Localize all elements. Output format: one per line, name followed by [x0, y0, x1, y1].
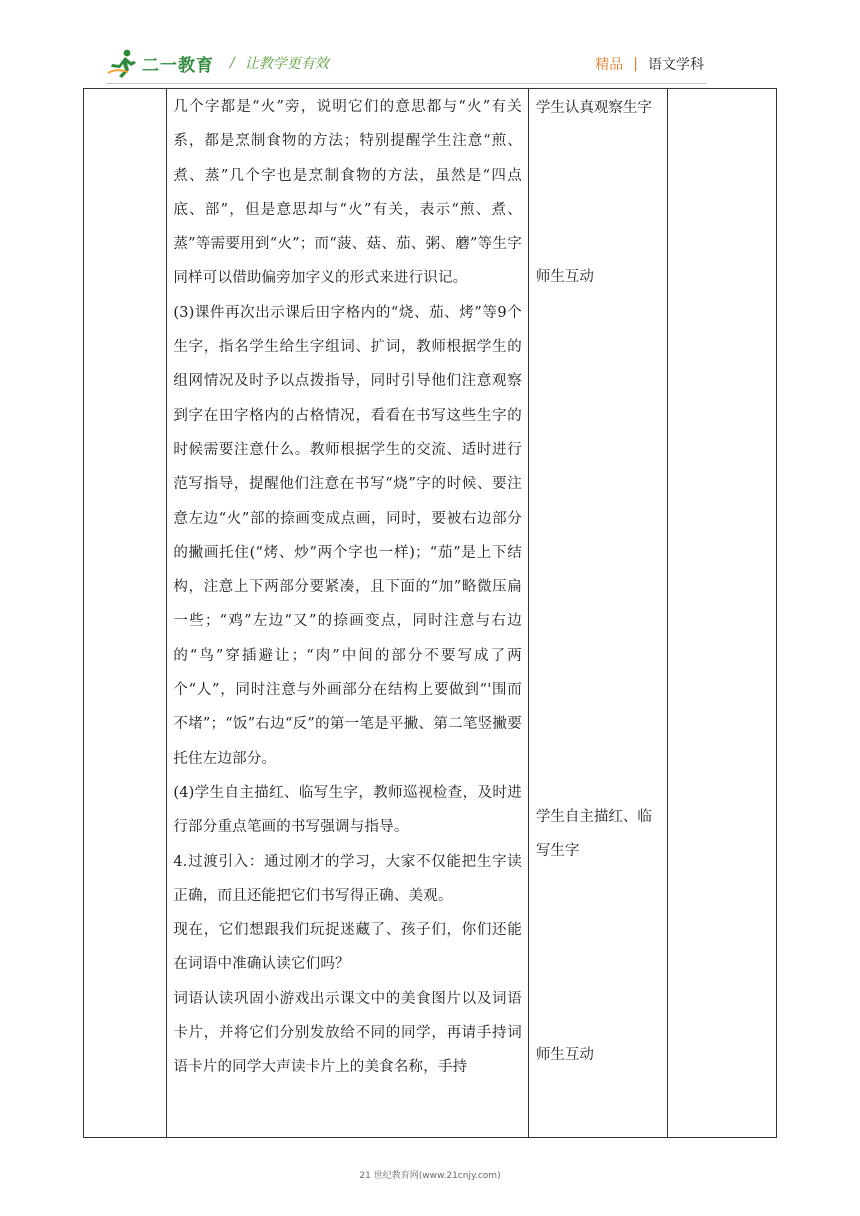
- lesson-table: [83, 88, 777, 1138]
- paragraph-radical-explanation: 几个字都是“火”旁，说明它们的意思都与“火”有关系，都是烹制食物的方法；特别提醒学生注意“煎、煮、蒸”几个字也是烹制食物的方法，虽然是“四点底、部”，但是意思却与“火”有关，表示“煎、煮、蒸”等需要用到“火”；而“菠、菇、茄、粥、蘑”等生字同样可以借助偏旁加字义的形式来进行识记。: [173, 99, 522, 287]
- teaching-content-cell: [167, 89, 529, 1138]
- activity-tracing: 学生自主描红、临写生字: [535, 809, 652, 859]
- page-header: [0, 0, 860, 90]
- runner-logo-icon: [106, 46, 140, 80]
- paragraph-transition: 4.过渡引入：通过刚才的学习，大家不仅能把生字读正确，而且还能把它们书写得正确、美观。: [173, 853, 522, 904]
- paragraph-writing-guidance: (3)课件再次出示课后田字格内的“烧、茄、烤”等9个生字，指名学生给生字组词、扩词，教师根据学生的组网情况及时予以点拨指导，同时引导他们注意观察到字在田字格内的占格情况，看看在书写这些生字的时候需要注意什么。教师根据学生的交流、适时进行范写指导，提醒他们注意在书写“烧”字的时候、要注意左边“火”部的捺画变成点画，同时，要被右边部分的撇画托住(“烤、炒”两个字也一样)；“茄”是上下结构，注意上下两部分要紧凑，且下面的“加”略微压扁一些；“鸡”左边“又”的捺画变点，同时注意与右边的“鸟”穿插避让；“肉”中间的部分不要写成了两个“人”，同时注意与外画部分在结构上要做到“'围而不堵”；“饭”右边“反”的第一笔是平撇、第二笔竖撇要托住左边部分。: [173, 304, 522, 767]
- slogan: 让教学更有效: [244, 56, 329, 72]
- activity-interaction-2: 师生互动: [535, 1047, 594, 1063]
- subject-label: 语文学科: [648, 57, 704, 73]
- paragraph-word-game: 词语认读巩固小游戏出示课文中的美食图片以及词语卡片，并将它们分别发放给不同的同学，再请手持词语卡片的同学大声读卡片上的美食名称，手持: [173, 990, 522, 1076]
- header-divider: |: [633, 56, 638, 72]
- activity-interaction-1: 师生互动: [535, 269, 594, 285]
- logo-text: 二一教育: [142, 55, 214, 76]
- page-footer: 21 世纪教育网(www.21cnjy.com): [359, 1171, 501, 1181]
- paragraph-student-practice: (4)学生自主描红、临写生字，教师巡视检查，及时进行部分重点笔画的书写强调与指导。: [173, 784, 522, 836]
- table-row: [84, 89, 777, 1138]
- header-rule: [106, 83, 706, 84]
- blank-column: [84, 89, 167, 1138]
- student-activity-cell: [528, 89, 667, 1138]
- paragraph-hide-and-seek: 现在，它们想跟我们玩捉迷藏了、孩子们，你们还能在词语中准确认读它们吗？: [173, 922, 522, 973]
- slogan-separator: /: [230, 55, 235, 71]
- header-right: [595, 54, 704, 74]
- logo: [106, 46, 329, 80]
- activity-observe: 学生认真观察生字: [535, 100, 652, 116]
- notes-column: [667, 89, 776, 1138]
- quality-label: 精品: [595, 57, 624, 73]
